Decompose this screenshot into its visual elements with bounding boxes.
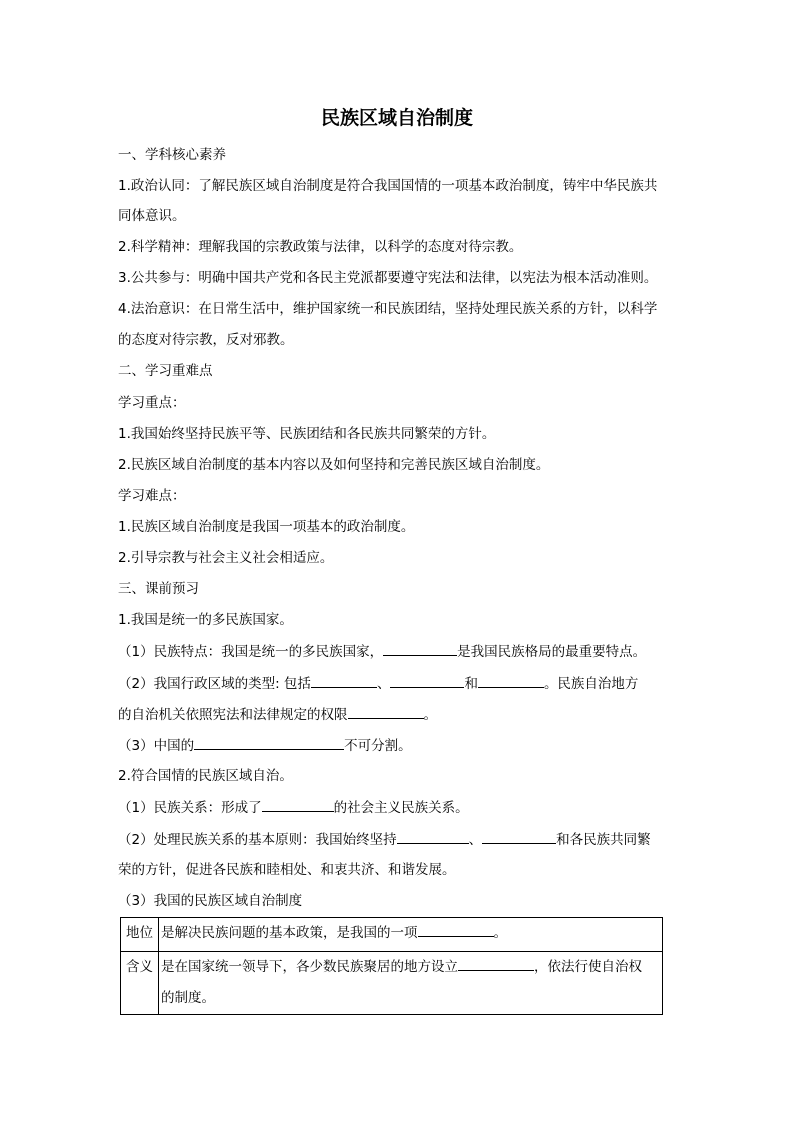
separator: 、 xyxy=(468,832,483,848)
row-header-meaning: 含义 xyxy=(121,952,159,1015)
row-content-text-end: ，依法行使自治权 xyxy=(534,959,642,975)
difficult-point-2: 2.引导宗教与社会主义社会相适应。 xyxy=(118,550,334,566)
fill-blank[interactable] xyxy=(262,797,334,812)
row-content-status xyxy=(159,918,663,952)
section-heading-key-points: 二、学习重难点 xyxy=(118,363,213,379)
period: 。 xyxy=(493,925,507,941)
question-1-3 xyxy=(118,735,412,756)
question-1-3-text: （3）中国的 xyxy=(118,738,195,754)
fill-blank[interactable] xyxy=(458,956,534,971)
conjunction: 和 xyxy=(464,676,478,692)
paragraph-political-identity: 1.政治认同：了解民族区域自治制度是符合我国国情的一项基本政治制度，铸牢中华民族共 xyxy=(118,178,658,194)
fill-blank[interactable] xyxy=(390,673,464,688)
table-row xyxy=(121,952,663,1015)
difficult-points-heading: 学习难点： xyxy=(118,488,186,504)
fill-blank[interactable] xyxy=(397,829,469,844)
question-2-2-cont: 荣的方针，促进各民族和睦相处、和衷共济、和谐发展。 xyxy=(118,862,456,878)
fill-blank[interactable] xyxy=(194,735,344,750)
question-2-2-text-end: 和各民族共同繁 xyxy=(556,832,651,848)
fill-blank[interactable] xyxy=(482,829,556,844)
key-points-heading: 学习重点： xyxy=(118,395,186,411)
key-point-1: 1.我国始终坚持民族平等、民族团结和各民族共同繁荣的方针。 xyxy=(118,426,496,442)
row-content-text: 是解决民族问题的基本政策，是我国的一项 xyxy=(161,925,418,941)
question-1-2-text: （2）我国行政区域的类型: 包括 xyxy=(118,676,311,692)
key-point-2: 2.民族区域自治制度的基本内容以及如何坚持和完善民族区域自治制度。 xyxy=(118,457,550,473)
question-1-1-text-end: 是我国民族格局的最重要特点。 xyxy=(457,644,647,660)
section-heading-core-literacy: 一、学科核心素养 xyxy=(118,147,226,163)
question-2-3: （3）我国的民族区域自治制度 xyxy=(118,893,303,909)
paragraph-scientific-spirit: 2.科学精神：理解我国的宗教政策与法律，以科学的态度对待宗教。 xyxy=(118,239,523,255)
row-content-meaning xyxy=(159,952,663,1015)
fill-blank[interactable] xyxy=(383,641,457,656)
fill-blank[interactable] xyxy=(311,673,377,688)
row-content-line-2: 的制度。 xyxy=(161,990,215,1006)
question-2-1 xyxy=(118,797,469,818)
question-2-1-text-end: 的社会主义民族关系。 xyxy=(333,800,469,816)
question-1: 1.我国是统一的多民族国家。 xyxy=(118,612,293,628)
question-1-2-cont-text: 的自治机关依照宪法和法律规定的权限 xyxy=(118,707,348,723)
question-2: 2.符合国情的民族区域自治。 xyxy=(118,768,293,784)
question-1-2-text-end: 。民族自治地方 xyxy=(543,676,639,692)
question-2-2-text: （2）处理民族关系的基本原则：我国始终坚持 xyxy=(118,832,397,848)
fill-blank[interactable] xyxy=(348,704,424,719)
difficult-point-1: 1.民族区域自治制度是我国一项基本的政治制度。 xyxy=(118,519,415,535)
autonomy-system-table xyxy=(120,917,663,1015)
period: 。 xyxy=(423,707,437,723)
paragraph-rule-of-law: 4.法治意识：在日常生活中，维护国家统一和民族团结，坚持处理民族关系的方针，以科学 xyxy=(118,301,658,317)
paragraph-rule-of-law-cont: 的态度对待宗教，反对邪教。 xyxy=(118,332,294,348)
question-2-2 xyxy=(118,829,651,850)
document-title: 民族区域自治制度 xyxy=(320,107,473,129)
question-1-1 xyxy=(118,641,646,662)
table-row xyxy=(121,918,663,952)
fill-blank[interactable] xyxy=(478,673,544,688)
question-1-2-cont xyxy=(118,704,437,725)
fill-blank[interactable] xyxy=(418,922,494,937)
paragraph-public-participation: 3.公共参与：明确中国共产党和各民主党派都要遵守宪法和法律，以宪法为根本活动准则。 xyxy=(118,270,658,286)
question-1-1-text: （1）民族特点：我国是统一的多民族国家， xyxy=(118,644,384,660)
question-1-2 xyxy=(118,673,638,694)
question-2-1-text: （1）民族关系：形成了 xyxy=(118,800,262,816)
row-header-status: 地位 xyxy=(121,918,159,952)
separator: 、 xyxy=(376,676,391,692)
row-content-line xyxy=(161,952,660,983)
paragraph-political-identity-cont: 同体意识。 xyxy=(118,208,186,224)
section-heading-preview: 三、课前预习 xyxy=(118,581,199,597)
question-1-3-text-end: 不可分割。 xyxy=(344,738,412,754)
row-content-text: 是在国家统一领导下，各少数民族聚居的地方设立 xyxy=(161,959,458,975)
